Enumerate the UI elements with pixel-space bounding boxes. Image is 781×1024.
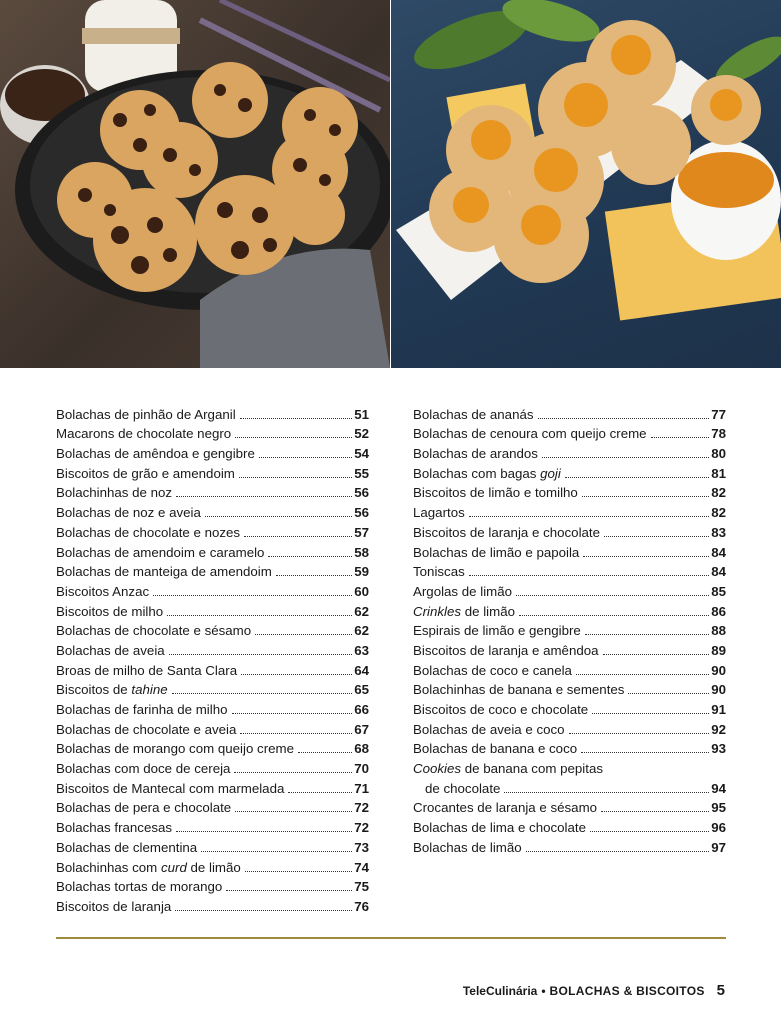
toc-entry-title: Biscoitos de laranja: [56, 898, 172, 914]
toc-entry-title: Biscoitos de laranja e amêndoa: [413, 642, 599, 658]
toc-leader-dots: [239, 477, 352, 478]
toc-entry: [413, 541, 726, 561]
toc-entry-title: Bolachas de coco e canela: [413, 662, 572, 678]
toc-column-left: [56, 403, 369, 915]
toc-page-number: 72: [354, 820, 369, 836]
toc-entry: [413, 482, 726, 502]
toc-leader-dots: [240, 733, 352, 734]
toc-entry: [56, 718, 369, 738]
toc-entry: [56, 561, 369, 581]
toc-entry: [413, 561, 726, 581]
toc-entry: [413, 797, 726, 817]
toc-entry: [56, 442, 369, 462]
toc-page-number: 93: [711, 741, 726, 757]
toc-leader-dots: [590, 831, 709, 832]
toc-page-number: 62: [354, 623, 369, 639]
toc-leader-dots: [244, 536, 352, 537]
toc-page-number: 74: [354, 859, 369, 875]
toc-leader-dots: [205, 516, 352, 517]
toc-page-number: 52: [354, 426, 369, 442]
toc-entry: [413, 639, 726, 659]
page-footer: [463, 982, 725, 999]
toc-entry-title: Biscoitos de tahine: [56, 682, 168, 698]
toc-entry: [413, 718, 726, 738]
toc-entry-title: Bolachinhas de noz: [56, 485, 173, 501]
toc-page-number: 81: [711, 465, 726, 481]
toc-page-number: 88: [711, 623, 726, 639]
toc-entry: [56, 816, 369, 836]
toc-entry-title: Cookies de banana com pepitas: [413, 761, 603, 777]
toc-leader-dots: [298, 752, 352, 753]
toc-page-number: 75: [354, 879, 369, 895]
toc-leader-dots: [504, 792, 709, 793]
toc-entry-title: Bolachas de aveia: [56, 642, 165, 658]
toc-page-number: 58: [354, 544, 369, 560]
toc-leader-dots: [526, 851, 710, 852]
toc-entry-title: Biscoitos de milho: [56, 603, 164, 619]
toc-leader-dots: [288, 792, 352, 793]
toc-entry: [56, 541, 369, 561]
toc-entry: [56, 738, 369, 758]
toc-page-number: 55: [354, 465, 369, 481]
toc-page-number: 80: [711, 446, 726, 462]
toc-entry: [56, 895, 369, 915]
toc-page-number: 72: [354, 800, 369, 816]
footer-brand: TeleCulinária: [462, 984, 538, 998]
toc-entry-title: Bolachas de clementina: [56, 839, 198, 855]
toc-leader-dots: [603, 654, 710, 655]
toc-leader-dots: [604, 536, 709, 537]
jam-biscuits-illustration: [391, 0, 781, 368]
toc-page-number: 76: [354, 898, 369, 914]
toc-page-number: 71: [354, 780, 369, 796]
toc-page-number: 73: [354, 839, 369, 855]
toc-entry-title: Bolachas francesas: [56, 820, 173, 836]
toc-entry-title: Toniscas: [413, 564, 465, 580]
toc-leader-dots: [240, 418, 353, 419]
toc-entry-title: Bolachas de limão: [413, 839, 522, 855]
toc-entry-title: Biscoitos de coco e chocolate: [413, 702, 589, 717]
toc-entry-title: Bolachas tortas de morango: [56, 879, 223, 895]
toc-leader-dots: [176, 831, 352, 832]
toc-entry-title: Bolachas de cenoura com queijo creme: [413, 426, 647, 442]
toc-entry: [413, 679, 726, 699]
toc-leader-dots: [469, 575, 709, 576]
toc-page-number: 90: [711, 662, 726, 678]
toc-leader-dots: [582, 496, 709, 497]
toc-entry-title: Bolachas de amendoim e caramelo: [56, 544, 265, 560]
toc-entry-title: Bolachas de chocolate e nozes: [56, 524, 241, 540]
toc-page-number: 66: [354, 702, 369, 717]
toc-entry-title: Bolachas de banana e coco: [413, 741, 578, 757]
toc-entry-title: Bolachas de chocolate e sésamo: [56, 623, 252, 639]
toc-entry: [413, 462, 726, 482]
toc-leader-dots: [241, 674, 352, 675]
toc-entry: [413, 659, 726, 679]
toc-leader-dots: [259, 457, 352, 458]
toc-entry: [413, 600, 726, 620]
toc-entry-title: Bolachinhas com curd de limão: [56, 859, 241, 875]
toc-entry-title: Bolachas de ananás: [413, 406, 534, 422]
toc-entry-title: Argolas de limão: [413, 583, 513, 599]
toc-entry: [56, 580, 369, 600]
toc-page-number: 77: [711, 406, 726, 422]
toc-entry: [56, 423, 369, 443]
toc-leader-dots: [172, 693, 353, 694]
toc-page-number: 68: [354, 741, 369, 757]
toc-entry: [56, 659, 369, 679]
toc-entry: [413, 423, 726, 443]
toc-page-number: 78: [711, 426, 726, 442]
toc-page-number: 82: [711, 485, 726, 501]
toc-entry-title: Crinkles de limão: [413, 603, 515, 619]
toc-leader-dots: [542, 457, 709, 458]
toc-leader-dots: [268, 556, 352, 557]
toc-entry-title: Bolachas de noz e aveia: [56, 505, 201, 521]
footer-separator: •: [541, 984, 546, 998]
toc-entry-title: Bolachas de morango com queijo creme: [56, 741, 294, 757]
toc-entry: [413, 580, 726, 600]
toc-entry-title: Lagartos: [413, 505, 465, 521]
page-number: 5: [716, 982, 725, 999]
toc-page-number: 51: [354, 406, 369, 422]
toc-leader-dots: [538, 418, 710, 419]
toc-entry-title: Macarons de chocolate negro: [56, 426, 232, 442]
toc-page-number: 96: [711, 820, 726, 836]
toc-entry-title: Bolachas de farinha de milho: [56, 702, 228, 717]
toc-entry: [56, 777, 369, 797]
toc-page-number: 82: [711, 505, 726, 521]
toc-entry: [413, 620, 726, 640]
toc-entry-title: Bolachas de manteiga de amendoim: [56, 564, 272, 580]
toc-leader-dots: [169, 654, 353, 655]
toc-leader-dots: [565, 477, 709, 478]
toc-entry: [413, 757, 726, 777]
toc-entry: [56, 679, 369, 699]
toc-page-number: 91: [711, 702, 726, 717]
toc-entry: [56, 639, 369, 659]
toc-page-number: 86: [711, 603, 726, 619]
toc-page-number: 94: [711, 780, 726, 796]
toc-page-number: 56: [354, 505, 369, 521]
footer-section-title: BOLACHAS & BISCOITOS: [549, 984, 705, 998]
toc-entry: [56, 797, 369, 817]
toc-entry: [56, 403, 369, 423]
toc-entry: [413, 738, 726, 758]
toc-entry-title: Bolachas de lima e chocolate: [413, 820, 586, 836]
toc-leader-dots: [235, 811, 352, 812]
toc-entry: [413, 698, 726, 718]
toc-leader-dots: [245, 871, 352, 872]
toc-entry: [413, 816, 726, 836]
toc-entry-title: Bolachas de aveia e coco: [413, 721, 565, 737]
toc-entry: [56, 482, 369, 502]
toc-entry-title: Bolachas de pinhão de Arganil: [56, 406, 236, 422]
toc-page-number: 64: [354, 662, 369, 678]
toc-leader-dots: [234, 772, 352, 773]
toc-page-number: 59: [354, 564, 369, 580]
toc-leader-dots: [576, 674, 709, 675]
toc-leader-dots: [585, 634, 709, 635]
toc-entry: [56, 501, 369, 521]
toc-leader-dots: [583, 556, 709, 557]
toc-entry-title: Espirais de limão e gengibre: [413, 623, 581, 639]
toc-page-number: 84: [711, 544, 726, 560]
toc-leader-dots: [226, 890, 352, 891]
toc-leader-dots: [519, 615, 709, 616]
toc-entry-title: Bolachas com doce de cereja: [56, 761, 231, 777]
bottom-rule: [56, 937, 726, 939]
toc-leader-dots: [255, 634, 352, 635]
toc-page-number: 54: [354, 446, 369, 462]
toc-entry-title: Biscoitos de grão e amendoim: [56, 465, 235, 481]
toc-page-number: 85: [711, 583, 726, 599]
toc-leader-dots: [167, 615, 352, 616]
toc-leader-dots: [176, 496, 352, 497]
toc-entry-title: Bolachas de amêndoa e gengibre: [56, 446, 255, 462]
toc-entry-title: Bolachas com bagas goji: [413, 465, 561, 481]
toc-page-number: 62: [354, 603, 369, 619]
toc-entry: [413, 777, 726, 797]
toc-entry: [56, 620, 369, 640]
toc-leader-dots: [469, 516, 709, 517]
toc-entry-title: Crocantes de laranja e sésamo: [413, 800, 598, 816]
toc-entry-title: Biscoitos de Mantecal com marmelada: [56, 780, 285, 796]
toc-entry: [413, 521, 726, 541]
toc-page-number: 84: [711, 564, 726, 580]
toc-entry: [56, 462, 369, 482]
toc-entry-title: Biscoitos de laranja e chocolate: [413, 524, 601, 540]
toc-leader-dots: [235, 437, 352, 438]
chocolate-chip-cookies-photo: [0, 0, 390, 368]
toc-entry: [56, 856, 369, 876]
toc-entry-title: de chocolate: [425, 780, 501, 796]
toc-page-number: 89: [711, 642, 726, 658]
toc-entry-title: Broas de milho de Santa Clara: [56, 662, 238, 678]
toc-entry: [56, 521, 369, 541]
toc-entry: [413, 501, 726, 521]
toc-entry-title: Bolachas de arandos: [413, 446, 538, 462]
toc-entry: [413, 403, 726, 423]
toc-entry: [56, 876, 369, 896]
toc-leader-dots: [153, 595, 352, 596]
toc-leader-dots: [569, 733, 710, 734]
toc-page-number: 60: [354, 583, 369, 599]
toc-entry: [56, 757, 369, 777]
toc-entry: [56, 600, 369, 620]
toc-entry-title: Biscoitos Anzac: [56, 583, 150, 599]
toc-page-number: 92: [711, 721, 726, 737]
toc-entry-title: Bolachas de pera e chocolate: [56, 800, 232, 816]
toc-leader-dots: [516, 595, 709, 596]
toc-entry: [56, 698, 369, 718]
toc-entry-title: Bolachas de chocolate e aveia: [56, 721, 237, 737]
toc-page-number: 56: [354, 485, 369, 501]
toc-leader-dots: [232, 713, 353, 714]
toc-leader-dots: [628, 693, 709, 694]
toc-leader-dots: [201, 851, 352, 852]
toc-leader-dots: [175, 910, 352, 911]
jam-biscuits-photo: [391, 0, 781, 368]
toc-page-number: 70: [354, 761, 369, 777]
toc-entry-title: Bolachinhas de banana e sementes: [413, 682, 625, 698]
toc-page-number: 57: [354, 524, 369, 540]
toc-page-number: 90: [711, 682, 726, 698]
toc-page-number: 83: [711, 524, 726, 540]
toc-entry: [413, 442, 726, 462]
toc-entry-title: Biscoitos de limão e tomilho: [413, 485, 578, 501]
cookies-illustration: [0, 0, 390, 368]
toc-leader-dots: [276, 575, 352, 576]
toc-leader-dots: [651, 437, 710, 438]
toc-page-number: 63: [354, 642, 369, 658]
toc-entry: [56, 836, 369, 856]
toc-leader-dots: [601, 811, 709, 812]
toc-page-number: 65: [354, 682, 369, 698]
toc-page-number: 95: [711, 800, 726, 816]
toc-entry-title: Bolachas de limão e papoila: [413, 544, 580, 560]
toc-leader-dots: [592, 713, 709, 714]
toc-page-number: 97: [711, 839, 726, 855]
toc-entry: [413, 836, 726, 856]
toc-leader-dots: [581, 752, 709, 753]
toc-column-right: [413, 403, 726, 856]
toc-page-number: 67: [354, 721, 369, 737]
